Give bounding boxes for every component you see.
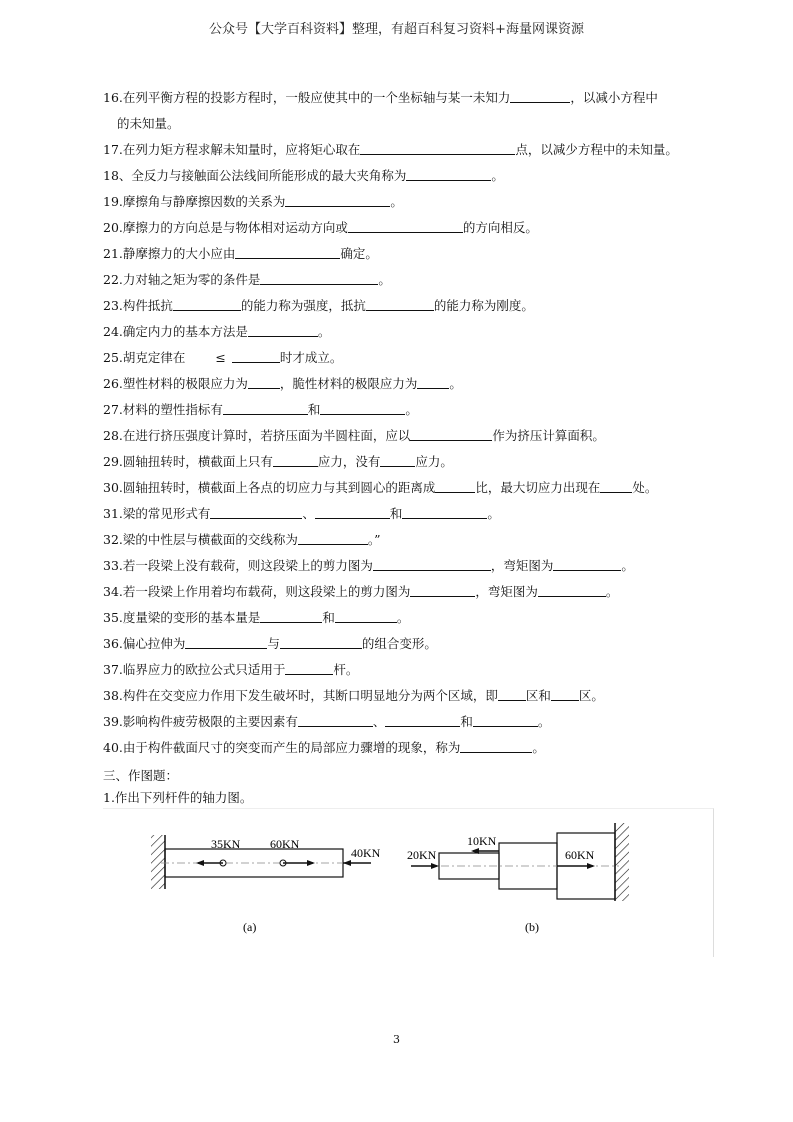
- fixed-support-a: [151, 835, 165, 889]
- question-35: 35.度量梁的变形的基本量是 和 。: [103, 610, 410, 625]
- question-24: 24.确定内力的基本方法是 。: [103, 324, 331, 339]
- label-40kn: 40KN: [351, 846, 381, 860]
- figure-svg: [103, 809, 713, 957]
- axial-force-figure: [103, 808, 714, 957]
- question-25: 25.胡克定律在 ≤ 时才成立。: [103, 350, 343, 365]
- label-10kn: 10KN: [467, 834, 497, 848]
- question-23: 23.构件抵抗 的能力称为强度，抵抗 的能力称为刚度。: [103, 298, 534, 313]
- question-21: 21.静摩擦力的大小应由 确定。: [103, 246, 378, 261]
- figure-a: [151, 835, 381, 934]
- question-19: 19.摩擦角与静摩擦因数的关系为 。: [103, 194, 403, 209]
- question-32: 32.梁的中性层与横截面的交线称为 。”: [103, 532, 381, 547]
- force-60-b-arrowhead: [587, 863, 595, 869]
- force-60-arrowhead: [307, 860, 315, 866]
- question-33: 33.若一段梁上没有载荷，则这段梁上的剪力图为 ，弯矩图为 。: [103, 558, 634, 573]
- label-60kn-b: 60KN: [565, 848, 595, 862]
- caption-b: (b): [525, 920, 539, 934]
- question-16: 16.在列平衡方程的投影方程时，一般应使其中的一个坐标轴与某一未知力 ，以减小方程中: [103, 90, 658, 105]
- question-29: 29.圆轴扭转时，横截面上只有 应力，没有 应力。: [103, 454, 453, 469]
- label-35kn: 35KN: [211, 837, 241, 851]
- question-20: 20.摩擦力的方向总是与物体相对运动方向或 的方向相反。: [103, 220, 538, 235]
- caption-a: (a): [243, 920, 257, 934]
- question-17: 17.在列力矩方程求解未知量时，应将矩心取在 点，以减少方程中的未知量。: [103, 142, 678, 157]
- question-22: 22.力对轴之矩为零的条件是 。: [103, 272, 391, 287]
- question-16-cont: 的未知量。: [117, 116, 180, 131]
- question-18: 18、全反力与接触面公法线间所能形成的最大夹角称为 。: [103, 168, 504, 183]
- question-38: 38.构件在交变应力作用下发生破坏时，其断口明显地分为两个区域，即 区和 区。: [103, 688, 604, 703]
- drawing-task-1: 1.作出下列杆件的轴力图。: [103, 790, 253, 805]
- question-31: 31.梁的常见形式有 、 和 。: [103, 506, 500, 521]
- section-title: 三、作图题：: [103, 768, 179, 783]
- page-number: 3: [393, 1033, 400, 1046]
- force-20-arrowhead: [431, 863, 439, 869]
- question-40: 40.由于构件截面尺寸的突变而产生的局部应力骤增的现象，称为 。: [103, 740, 545, 755]
- question-28: 28.在进行挤压强度计算时，若挤压面为半圆柱面，应以 作为挤压计算面积。: [103, 428, 605, 443]
- question-26: 26.塑性材料的极限应力为 ，脆性材料的极限应力为 。: [103, 376, 462, 391]
- question-30: 30.圆轴扭转时，横截面上各点的切应力与其到圆心的距离成 比，最大切应力出现在 处。: [103, 480, 658, 495]
- page-header: 公众号【大学百科资料】整理，有超百科复习资料+海量网课资源: [209, 22, 584, 37]
- force-35-arrowhead: [196, 860, 204, 866]
- label-60kn-a: 60KN: [270, 837, 300, 851]
- question-34: 34.若一段梁上作用着均布载荷，则这段梁上的剪力图为 ，弯矩图为 。: [103, 584, 619, 599]
- force-40-arrowhead: [343, 860, 351, 866]
- question-39: 39.影响构件疲劳极限的主要因素有 、 和 。: [103, 714, 551, 729]
- question-36: 36.偏心拉伸为 与 的组合变形。: [103, 636, 437, 651]
- question-37: 37.临界应力的欧拉公式只适用于 杆。: [103, 662, 359, 677]
- label-20kn: 20KN: [407, 848, 437, 862]
- question-27: 27.材料的塑性指标有 和 。: [103, 402, 418, 417]
- fixed-support-b: [615, 823, 629, 901]
- figure-b: [407, 823, 629, 934]
